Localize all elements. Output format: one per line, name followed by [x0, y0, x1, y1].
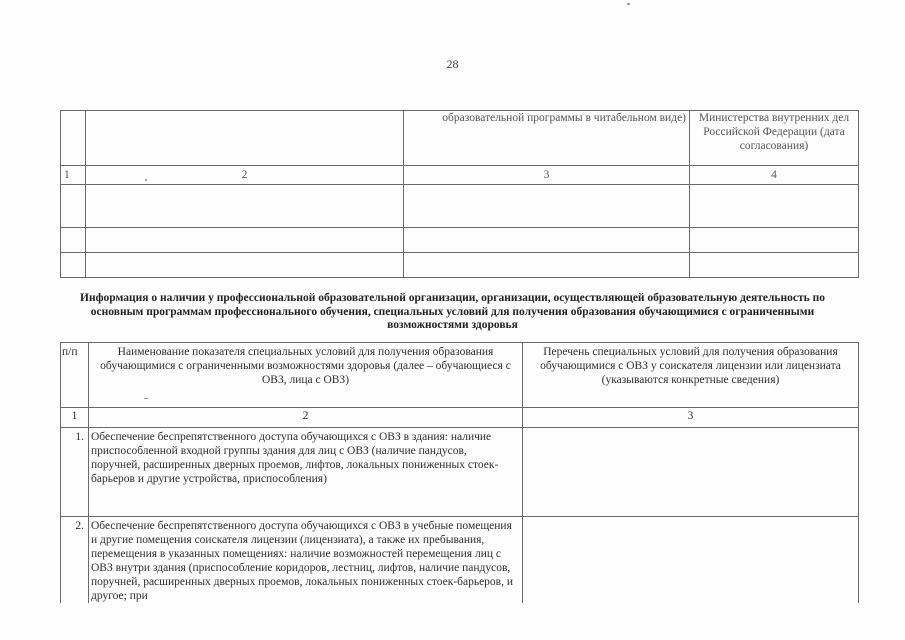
empty-cell — [404, 185, 690, 228]
empty-cell — [690, 185, 859, 228]
row-indicator-text: Обеспечение беспрепятственного доступа обучающихся с ОВЗ в здания: наличие приспособленной входной группы здания для лиц с ОВЗ (наличие пандусов, поручней, расширенных дверных проемов, лифтов, локальных пониженных стоек-барьеров и другие устройства, приспособления) — [89, 428, 523, 517]
empty-cell — [61, 228, 86, 253]
top-table-empty-row — [61, 253, 859, 278]
table-row — [61, 517, 859, 604]
empty-cell — [61, 253, 86, 278]
info-table-header-row — [61, 343, 859, 408]
col-number: 3 — [523, 408, 859, 428]
row-number: 1. — [61, 428, 89, 517]
info-table-number-row — [61, 408, 859, 428]
empty-cell — [690, 253, 859, 278]
top-col-number: 3 — [404, 166, 690, 185]
empty-cell — [61, 185, 86, 228]
top-header-col3: образовательной программы в читабельном виде) — [404, 111, 690, 166]
empty-cell — [404, 228, 690, 253]
table-row — [61, 428, 859, 517]
col-number: 1 — [61, 408, 89, 428]
special-conditions-table — [60, 342, 859, 603]
row-indicator-text: Обеспечение беспрепятственного доступа обучающихся с ОВЗ в учебные помещения и другие помещения соискателя лицензии (лицензиата), а также их пребывания, перемещения в указанных помещениях: наличие возможностей перемещения лиц с ОВЗ внутри здания (приспособление коридоров, лестниц, лифтов, наличие пандусов, поручней, расширенных дверных проемов, локальных пониженных стоек-барьеров, и другое; при — [89, 517, 523, 604]
top-col-number: 4 — [690, 166, 859, 185]
header-conditions-col: Перечень специальных условий для получения образования обучающимися с ОВЗ у соискателя лицензии или лицензиата (указываются конкретные сведения) — [523, 343, 859, 408]
top-col-number: 1 — [61, 166, 86, 185]
top-table-header-row — [61, 111, 859, 166]
row-number: 2. — [61, 517, 89, 604]
top-col-number: 2 — [86, 166, 404, 185]
top-table-number-row — [61, 166, 859, 185]
row-conditions-value — [523, 517, 859, 604]
top-table — [60, 110, 859, 278]
top-header-col1 — [61, 111, 86, 166]
top-table-empty-row — [61, 185, 859, 228]
empty-cell — [404, 253, 690, 278]
top-header-col2 — [86, 111, 404, 166]
header-number-col: п/п — [61, 343, 89, 408]
empty-cell — [86, 228, 404, 253]
top-header-col4: Министерства внутренних дел Российской Федерации (дата согласования) — [690, 111, 859, 166]
header-indicator-col: Наименование показателя специальных условий для получения образования обучающимися с ограниченными возможностями здоровья (далее – обучающиеся с ОВЗ, лица с ОВЗ) — [89, 343, 523, 408]
row-conditions-value — [523, 428, 859, 517]
col-number: 2 — [89, 408, 523, 428]
scan-artifact — [627, 3, 630, 5]
section-heading: Информация о наличии у профессиональной образовательной организации, организации, осуществляющей образовательную деятельность по основным программам профессионального обучения, специальных условий для получения образования обучающимися с ограниченными возможностями здоровья — [80, 292, 825, 331]
page-number: 28 — [446, 57, 459, 71]
empty-cell — [86, 185, 404, 228]
top-table-empty-row — [61, 228, 859, 253]
empty-cell — [690, 228, 859, 253]
empty-cell — [86, 253, 404, 278]
